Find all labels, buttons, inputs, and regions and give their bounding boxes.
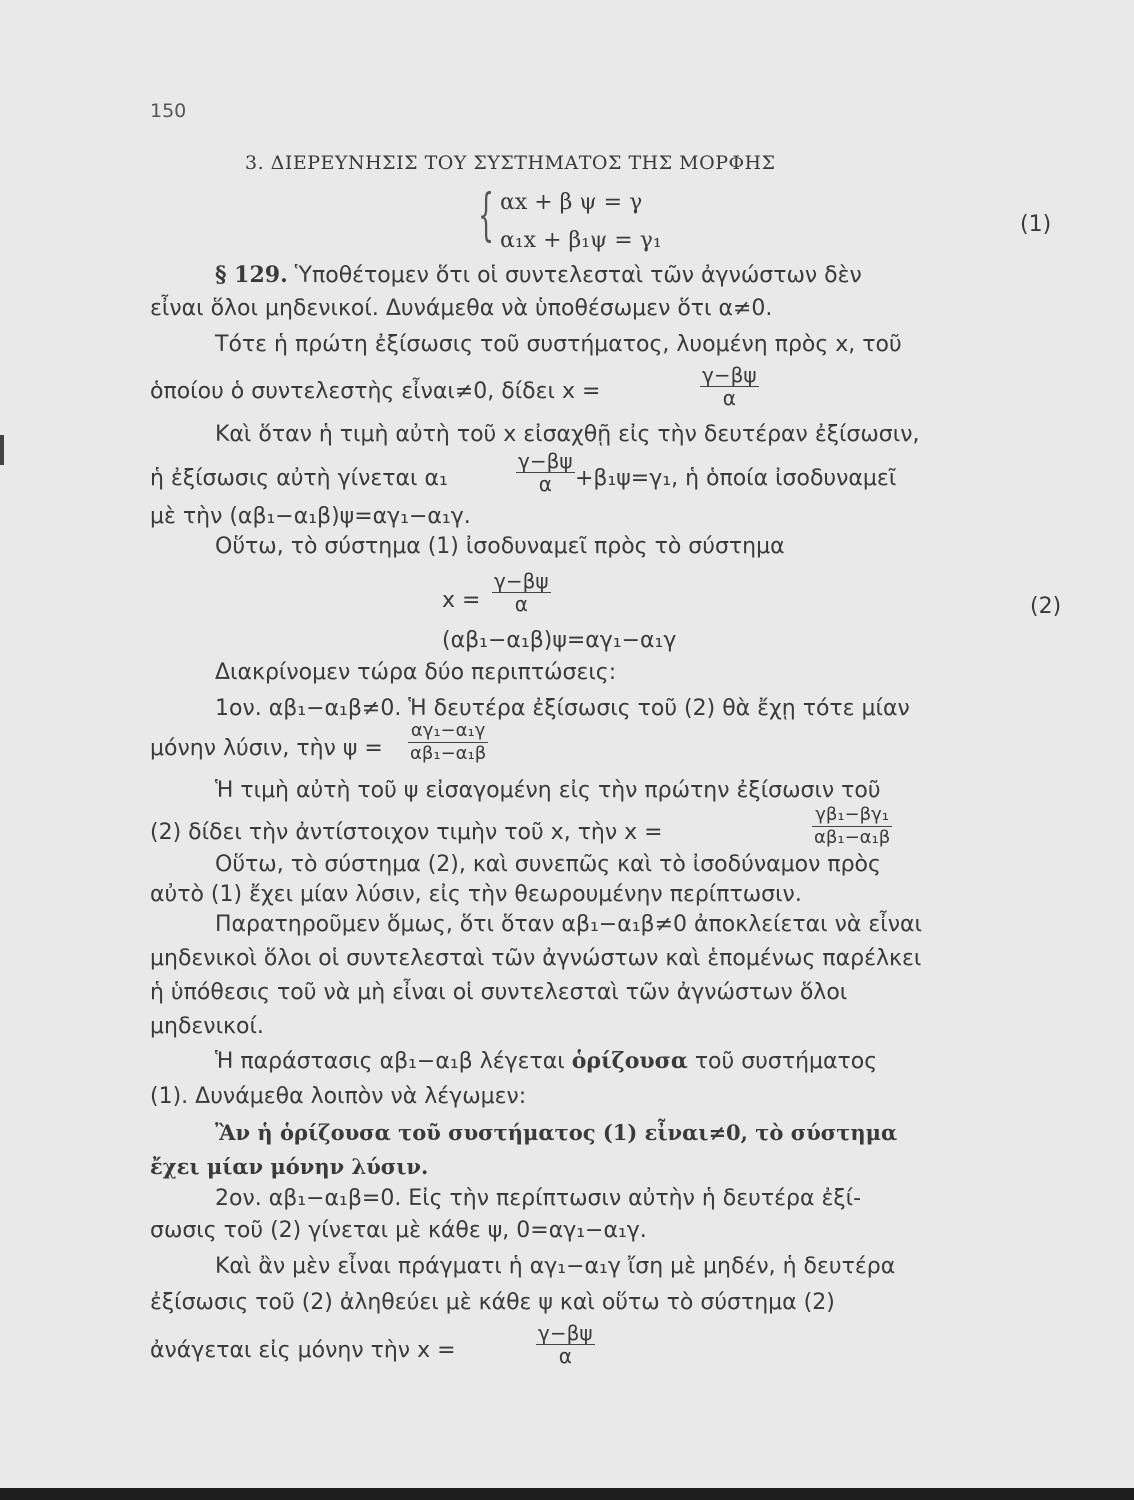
case2-line4: ἐξίσωσις τοῦ (2) ἀληθεύει μὲ κάθε ψ καὶ οὕτω τὸ σύστημα (2) [150, 1290, 835, 1315]
case2-line5: ἀνάγεται εἰς μόνην τὴν x = [150, 1338, 456, 1363]
fraction-numerator: γβ₁−βγ₁ [815, 804, 889, 825]
observation-line1: Παρατηροῦμεν ὅμως, ὅτι ὅταν αβ₁−α₁β≠0 ἀποκλείεται νὰ εἶναι [215, 912, 922, 937]
paragraph-129-line3: Τότε ἡ πρώτη ἐξίσωσις τοῦ συστήματος, λυομένη πρὸς x, τοῦ [215, 332, 902, 357]
rule-line2: ἔχει μίαν μόνην λύσιν. [150, 1154, 429, 1179]
text: Ἡ παράστασις αβ₁−α₁β λέγεται [215, 1049, 565, 1074]
system1-eq2: α₁x + β₁ψ = γ₁ [500, 228, 662, 253]
paragraph-129-line4: ὁποίου ὁ συντελεστὴς εἶναι≠0, δίδει x = [150, 379, 601, 404]
paragraph-129-line8: Οὕτω, τὸ σύστημα (1) ἰσοδυναμεῖ πρὸς τὸ σύστημα [215, 534, 785, 559]
fraction-x [700, 364, 759, 409]
fraction-numerator: γ−βψ [538, 1321, 593, 1345]
paragraph-129-line7: μὲ τὴν (αβ₁−α₁β)ψ=αγ₁−α₁γ. [150, 504, 471, 529]
scan-bottom-edge [0, 1488, 1134, 1500]
case2-line2: σωσις τοῦ (2) γίνεται μὲ κάθε ψ, 0=αγ₁−α₁γ. [150, 1218, 647, 1243]
system1-label: (1) [1020, 212, 1052, 237]
case1-line6: αὐτὸ (1) ἔχει μίαν λύσιν, εἰς τὴν θεωρουμένην περίπτωσιν. [150, 882, 802, 907]
case2-line3: Καὶ ἂν μὲν εἶναι πράγματι ἡ αγ₁−α₁γ ἴση μὲ μηδέν, ἡ δευτέρα [215, 1254, 896, 1279]
fraction-denominator: α [492, 592, 551, 615]
determinant-line2: (1). Δυνάμεθα λοιπὸν νὰ λέγωμεν: [150, 1084, 527, 1109]
fraction-denominator: α [516, 472, 575, 495]
system2-label: (2) [1030, 594, 1062, 619]
observation-line4: μηδενικοί. [150, 1014, 264, 1039]
system1-eq1: αx + β ψ = γ [500, 190, 643, 215]
paragraph-129-line2: εἶναι ὅλοι μηδενικοί. Δυνάμεθα νὰ ὑποθέσωμεν ὅτι α≠0. [150, 296, 773, 321]
section-title: 3. ΔΙΕΡΕΥΝΗΣΙΣ ΤΟΥ ΣΥΣΤΗΜΑΤΟΣ ΤΗΣ ΜΟΡΦΗΣ [245, 152, 776, 174]
case1-line1: 1ον. αβ₁−α₁β≠0. Ἡ δευτέρα ἐξίσωσις τοῦ (2) θὰ ἔχῃ τότε μίαν [215, 696, 910, 721]
observation-line2: μηδενικοὶ ὅλοι οἱ συντελεσταὶ τῶν ἀγνώστων καὶ ἑπομένως παρέλκει [150, 946, 922, 971]
system2-eq2: (αβ₁−α₁β)ψ=αγ₁−α₁γ [442, 628, 677, 653]
observation-line3: ἡ ὑπόθεσις τοῦ νὰ μὴ εἶναι οἱ συντελεσταὶ τῶν ἀγνώστων ὅλοι [150, 980, 848, 1005]
fraction-substitution [516, 450, 575, 495]
rule-line1: Ἂν ἡ ὁρίζουσα τοῦ συστήματος (1) εἶναι≠0, τὸ σύστημα [215, 1120, 898, 1145]
system2-fraction [492, 570, 551, 615]
case1-line3: Ἡ τιμὴ αὐτὴ τοῦ ψ εἰσαγομένη εἰς τὴν πρώτην ἐξίσωσιν τοῦ [215, 778, 881, 803]
case1-line5: Οὕτω, τὸ σύστημα (2), καὶ συνεπῶς καὶ τὸ ἰσοδύναμον πρὸς [215, 852, 881, 877]
left-brace-icon: { [478, 183, 495, 248]
fraction-psi [408, 720, 488, 765]
page-number: 150 [150, 100, 187, 122]
text: Ὑποθέτομεν ὅτι οἱ συντελεσταὶ τῶν ἀγνώστων δὲν [294, 263, 862, 288]
case1-line2: μόνην λύσιν, τὴν ψ = [150, 736, 383, 761]
text: τοῦ συστήματος [694, 1049, 878, 1074]
determinant-line1 [215, 1048, 877, 1075]
determinant-term: ὁρίζουσα [571, 1048, 688, 1074]
paragraph-129-line5: Καὶ ὅταν ἡ τιμὴ αὐτὴ τοῦ x εἰσαχθῇ εἰς τὴν δευτέραν ἐξίσωσιν, [215, 422, 920, 447]
fraction-final [536, 1322, 595, 1367]
paragraph-129-line1 [215, 262, 862, 289]
fraction-denominator: α [700, 386, 759, 409]
fraction-numerator: γ−βψ [494, 569, 549, 593]
fraction-denominator: αβ₁−α₁β [410, 743, 487, 764]
system2-x-lhs: x = [442, 588, 481, 613]
cases-intro: Διακρίνομεν τώρα δύο περιπτώσεις: [215, 660, 617, 685]
case2-line1: 2ον. αβ₁−α₁β=0. Εἰς τὴν περίπτωσιν αὐτὴν ἡ δευτέρα ἐξί- [215, 1186, 862, 1211]
fraction-denominator: α [536, 1344, 595, 1367]
fraction-numerator: γ−βψ [518, 449, 573, 473]
fraction-numerator: αγ₁−α₁γ [410, 720, 486, 741]
scan-edge-mark [0, 435, 4, 465]
paragraph-129-line6a: ἡ ἐξίσωσις αὐτὴ γίνεται α₁ [150, 466, 448, 491]
paragraph-129-line6b: +β₁ψ=γ₁, ἡ ὁποία ἰσοδυναμεῖ [575, 466, 897, 491]
section-mark: § 129. [215, 262, 288, 288]
fraction-denominator: αβ₁−α₁β [814, 827, 891, 848]
case1-line4: (2) δίδει τὴν ἀντίστοιχον τιμὴν τοῦ x, τὴν x = [150, 820, 663, 845]
fraction-numerator: γ−βψ [702, 363, 757, 387]
fraction-x-solution [812, 804, 892, 849]
